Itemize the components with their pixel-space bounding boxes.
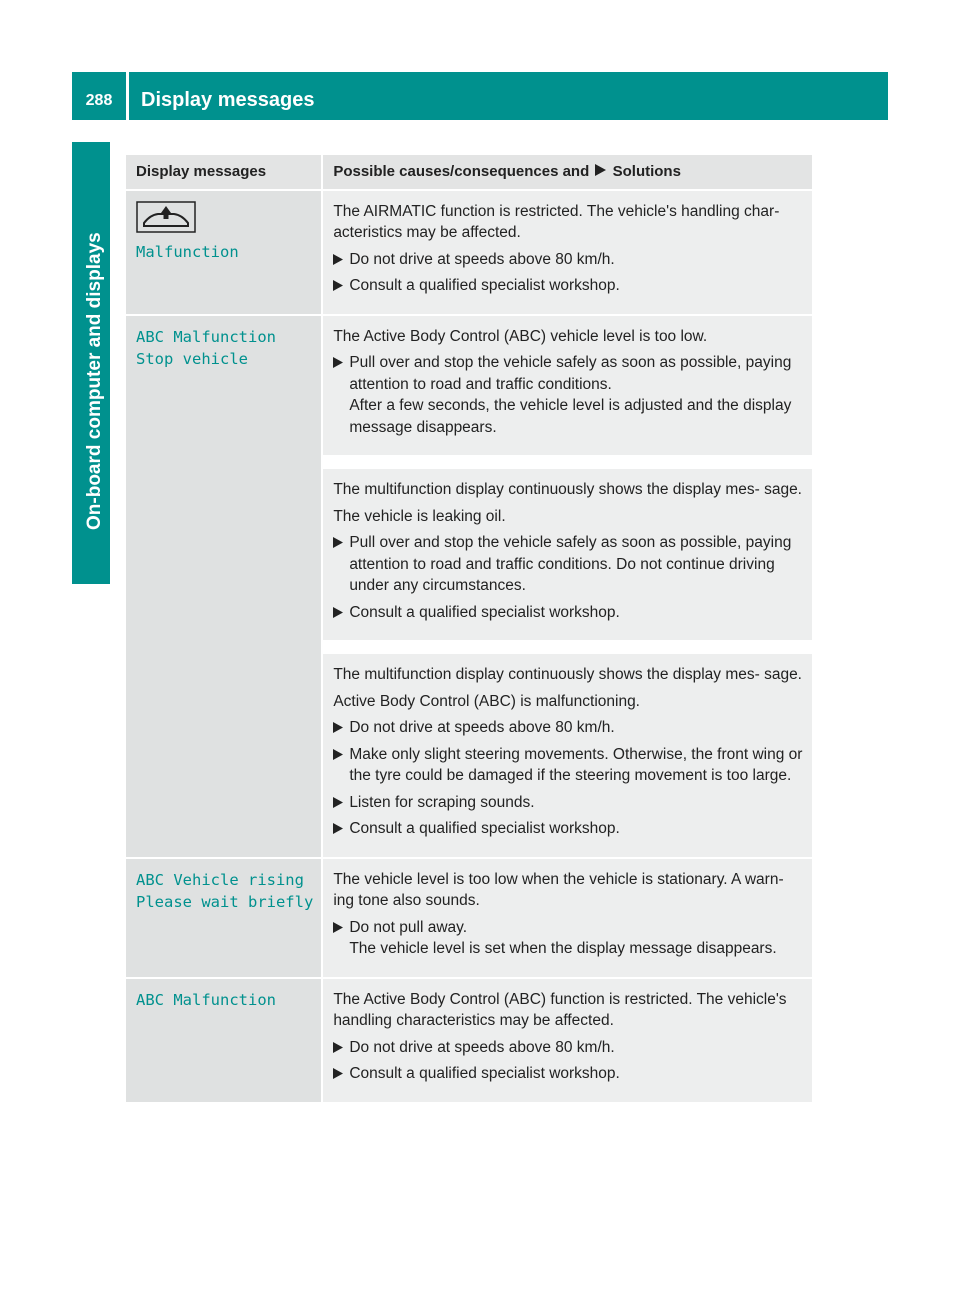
step-text: Consult a qualified specialist workshop. xyxy=(349,603,620,621)
step-arrow-icon xyxy=(333,744,349,787)
message-cell xyxy=(126,191,323,316)
step-arrow-icon xyxy=(333,917,349,960)
solution-step xyxy=(333,744,804,787)
step-text-main: Do not pull away. xyxy=(349,918,468,936)
page-header xyxy=(72,72,888,120)
step-arrow-icon xyxy=(333,792,349,814)
step-text: Consult a qualified specialist workshop. xyxy=(349,1065,620,1083)
cause-text: The vehicle level is too low when the vehicle is stationary. A warn- ing tone also sounds. xyxy=(333,870,784,910)
solution-step xyxy=(333,352,804,438)
col-header-solutions-label: Solutions xyxy=(612,163,681,180)
step-note: The vehicle level is set when the display message disappears. xyxy=(349,940,777,958)
display-messages-table xyxy=(126,155,812,1104)
cause-text: The AIRMATIC function is restricted. The vehicle's handling char- acteristics may be affected. xyxy=(333,202,780,242)
step-text-main: Pull over and stop the vehicle safely as soon as possible, paying attention to road and traffic conditions. xyxy=(349,354,792,393)
solution-cell xyxy=(323,642,812,859)
solution-step xyxy=(333,532,804,597)
table-row xyxy=(126,859,812,979)
solution-step xyxy=(333,717,804,739)
airmatic-vehicle-icon xyxy=(136,201,196,233)
message-text: Malfunction xyxy=(136,242,239,261)
col-header-causes: Possible causes/consequences and xyxy=(333,163,590,180)
message-text-line1: ABC Malfunction xyxy=(136,327,276,346)
step-text: Listen for scraping sounds. xyxy=(349,793,535,811)
solution-step xyxy=(333,818,804,840)
cause-text: The Active Body Control (ABC) vehicle level is too low. xyxy=(333,327,708,345)
step-text xyxy=(349,917,776,960)
step-note: After a few seconds, the vehicle level is adjusted and the display message disappears. xyxy=(349,397,792,436)
step-text: Do not drive at speeds above 80 km/h. xyxy=(349,1038,615,1056)
step-text: Pull over and stop the vehicle safely as soon as possible, paying attention to road and traffic conditions. Do not continue driving under any circumstances. xyxy=(349,534,792,595)
page-title: Display messages xyxy=(141,89,315,111)
message-text-line1: ABC Vehicle rising xyxy=(136,870,304,889)
side-tab-label: On-board computer and displays xyxy=(84,232,105,530)
message-text-line2: Please wait briefly xyxy=(136,892,314,911)
message-cell xyxy=(126,979,323,1104)
cause-text: The multifunction display continuously shows the display mes- sage. xyxy=(333,666,802,684)
step-arrow-icon xyxy=(333,275,349,297)
table-header-row xyxy=(126,155,812,191)
cause-text: Active Body Control (ABC) is malfunctioning. xyxy=(333,692,640,710)
step-arrow-icon xyxy=(333,717,349,739)
solution-step xyxy=(333,249,804,271)
cause-text: The vehicle is leaking oil. xyxy=(333,507,506,525)
step-arrow-icon xyxy=(333,1063,349,1085)
step-arrow-icon xyxy=(333,532,349,597)
message-text: ABC Malfunction xyxy=(136,990,276,1009)
step-arrow-icon xyxy=(333,352,349,438)
solution-cell xyxy=(323,457,812,642)
solution-step xyxy=(333,1037,804,1059)
solution-cell xyxy=(323,316,812,458)
table-row xyxy=(126,191,812,316)
step-arrow-icon xyxy=(333,602,349,624)
step-arrow-icon xyxy=(333,818,349,840)
solution-step xyxy=(333,917,804,960)
col-header-solutions xyxy=(323,155,812,191)
step-arrow-icon xyxy=(333,249,349,271)
solution-cell xyxy=(323,859,812,979)
message-text-line2: Stop vehicle xyxy=(136,349,248,368)
solution-step xyxy=(333,792,804,814)
page-number: 288 xyxy=(85,92,113,109)
step-text: Make only slight steering movements. Otherwise, the front wing or the tyre could be damaged if the steering movement is too large. xyxy=(349,745,803,785)
table-row xyxy=(126,316,812,458)
step-arrow-icon xyxy=(595,161,606,183)
solution-step xyxy=(333,275,804,297)
step-text: Do not drive at speeds above 80 km/h. xyxy=(349,719,615,737)
col-header-messages: Display messages xyxy=(126,155,323,191)
message-cell xyxy=(126,859,323,979)
step-text: Do not drive at speeds above 80 km/h. xyxy=(349,250,615,268)
table-row xyxy=(126,979,812,1104)
step-arrow-icon xyxy=(333,1037,349,1059)
step-text xyxy=(349,352,804,438)
cause-text: The Active Body Control (ABC) function is restricted. The vehicle's handling characteristics may be affected. xyxy=(333,990,787,1030)
step-text: Consult a qualified specialist workshop. xyxy=(349,820,620,838)
solution-cell xyxy=(323,979,812,1104)
solution-step xyxy=(333,1063,804,1085)
solution-cell xyxy=(323,191,812,316)
step-text: Consult a qualified specialist workshop. xyxy=(349,277,620,295)
cause-text: The multifunction display continuously shows the display mes- sage. xyxy=(333,481,802,499)
solution-step xyxy=(333,602,804,624)
message-cell xyxy=(126,316,323,859)
